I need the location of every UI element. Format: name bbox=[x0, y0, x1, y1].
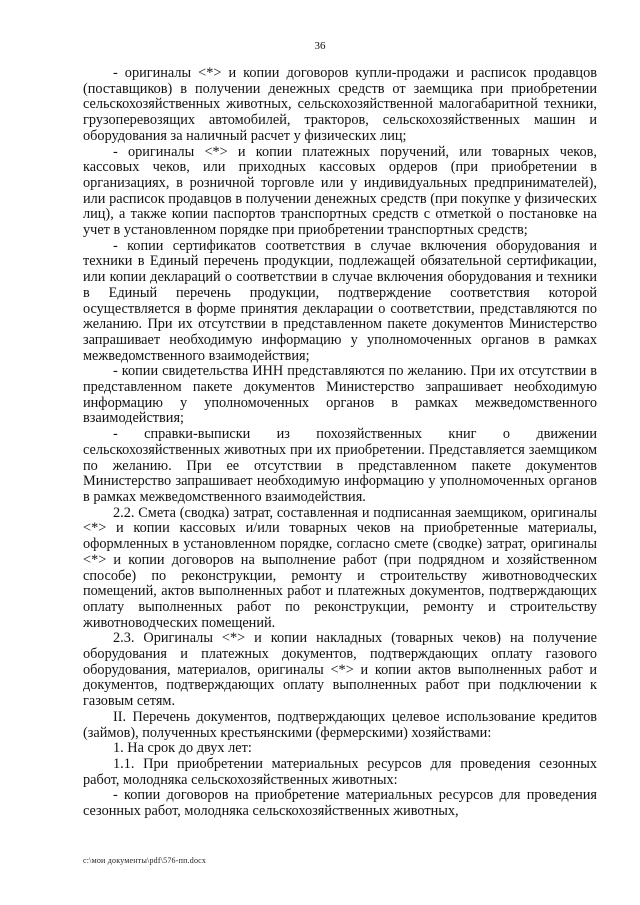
paragraph: - справки-выписки из похозяйственных книг о движении сельскохозяйственных животных при их приобретении. Представляется заемщиком по желанию. При ее отсутствии в представленном пакете документов Министерство запрашивает необходимую информацию у уполномоченных органов в рамках межведомственного взаимодействия. bbox=[83, 426, 597, 505]
paragraph: - копии договоров на приобретение материальных ресурсов для проведения сезонных работ, молодняка сельскохозяйственных животных, bbox=[83, 787, 597, 820]
paragraph: 1.1. При приобретении материальных ресурсов для проведения сезонных работ, молодняка сельскохозяйственных животных: bbox=[83, 755, 597, 788]
paragraph: 1. На срок до двух лет: bbox=[113, 740, 252, 757]
paragraph: - оригиналы <*> и копии платежных поручений, или товарных чеков, кассовых чеков, или приходных кассовых ордеров (при приобретении в организациях, в розничной торговле или у индивидуальных предпринимателей), или расписок продавцов в получении денежных средств (при покупке у физических лиц), а также копии паспортов транспортных средств с отметкой о постановке на учет в установленном порядке при приобретении транспортных средств; bbox=[83, 143, 597, 239]
footer-file-path: c:\мои документы\pdf\576-пп.docx bbox=[83, 856, 207, 865]
paragraph: 2.2. Смета (сводка) затрат, составленная и подписанная заемщиком, оригиналы <*> и копии кассовых и/или товарных чеков на приобретенные материалы, оформленных в установленном порядке, согласно смете (сводке) затрат, оригиналы <*> и копии договоров на выполнение работ (при подрядном и хозяйственном способе) по реконструкции, ремонту и строительству животноводческих помещений, актов выполненных работ и платежных документов, подтверждающих оплату выполненных работ по реконструкции, ремонту и строительству животноводческих помещений. bbox=[83, 504, 597, 631]
page-number: 36 bbox=[314, 40, 326, 52]
paragraph: - копии свидетельства ИНН представляются по желанию. При их отсутствии в представленном пакете документов Министерство запрашивает необходимую информацию у уполномоченных органов в рамках межведомственного взаимодействия; bbox=[83, 363, 597, 427]
paragraph: - оригиналы <*> и копии договоров купли-продажи и расписок продавцов (поставщиков) в получении денежных средств от заемщика при приобретении сельскохозяйственных животных, сельскохозяйственной малогабаритной техники, грузоперевозящих автомобилей, тракторов, сельскохозяйственных машин и оборудования за наличный расчет у физических лиц; bbox=[83, 65, 597, 144]
paragraph: 2.3. Оригиналы <*> и копии накладных (товарных чеков) на получение оборудования и платежных документов, подтверждающих оплату газового оборудования, материалов, оригиналы <*> и копии актов выполненных работ и документов, подтверждающих оплату выполненных работ при подключении к газовым сетям. bbox=[83, 630, 597, 710]
document-body bbox=[83, 66, 597, 820]
paragraph: - копии сертификатов соответствия в случае включения оборудования и техники в Единый перечень продукции, подлежащей обязательной сертификации, или копии деклараций о соответствии в случае включения оборудования и техники в Единый перечень продукции, подтверждение соответствия которой осуществляется в форме принятия декларации о соответствии, представляются по желанию. При их отсутствии в представленном пакете документов Министерство запрашивает необходимую информацию у уполномоченных органов в рамках межведомственного взаимодействия; bbox=[83, 237, 597, 364]
section-heading: II. Перечень документов, подтверждающих целевое использование кредитов (займов), полученных крестьянскими (фермерскими) хозяйствами: bbox=[83, 708, 597, 741]
